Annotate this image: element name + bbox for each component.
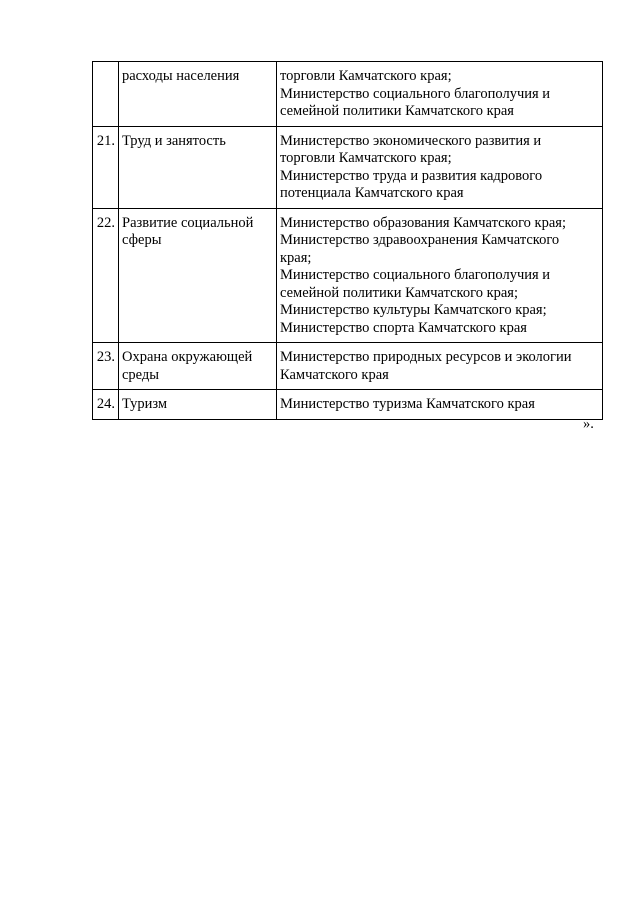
responsible-line: торговли Камчатского края; — [280, 68, 452, 84]
responsible-cell — [277, 62, 603, 127]
responsible-line: Министерство спорта Камчатского края — [280, 319, 527, 336]
table-row — [93, 343, 603, 390]
closing-quote-mark: ». — [583, 416, 594, 432]
responsible-line: Министерство культуры Камчатского края; — [280, 302, 547, 318]
responsible-line: Министерство социального благополучия и — [280, 85, 551, 102]
responsible-line: Министерство туризма Камчатского края — [280, 396, 535, 412]
sphere-name-line: расходы населения — [122, 68, 240, 84]
table-row — [93, 208, 603, 343]
responsible-line: Министерство природных ресурсов и экологии — [280, 349, 572, 365]
responsible-line: Камчатского края — [280, 366, 389, 383]
responsible-cell — [277, 343, 603, 390]
responsible-line: Министерство экономического развития и — [280, 132, 542, 149]
sphere-name-line: Охрана окружающей — [122, 349, 253, 365]
sphere-name-line: сферы — [122, 232, 162, 248]
sphere-name-cell — [119, 343, 277, 390]
responsible-line: потенциала Камчатского края — [280, 185, 464, 201]
sphere-name-line: среды — [122, 366, 160, 383]
table-body — [93, 62, 603, 420]
responsible-cell — [277, 126, 603, 208]
responsible-line: семейной политики Камчатского края; — [280, 284, 518, 301]
responsible-line: края; — [280, 249, 312, 266]
sphere-name-cell — [119, 208, 277, 343]
responsible-cell — [277, 390, 603, 420]
responsible-line: Министерство социального благополучия и — [280, 267, 551, 283]
table-row — [93, 390, 603, 420]
sphere-name-cell — [119, 62, 277, 127]
sphere-name-line: Труд и занятость — [122, 132, 226, 149]
responsibility-table — [92, 61, 603, 420]
sphere-name-line: Туризм — [122, 396, 168, 412]
responsible-line: Министерство образования Камчатского края; — [280, 214, 566, 231]
row-number: 24. — [93, 390, 119, 420]
sphere-name-cell — [119, 126, 277, 208]
responsible-line: торговли Камчатского края; — [280, 150, 452, 166]
table-row — [93, 126, 603, 208]
row-number: 21. — [93, 126, 119, 208]
responsible-line: Министерство здравоохранения Камчатского — [280, 232, 560, 248]
sphere-name-line: Развитие социальной — [122, 214, 254, 231]
sphere-name-cell — [119, 390, 277, 420]
table-row — [93, 62, 603, 127]
responsible-line: Министерство труда и развития кадрового — [280, 167, 543, 184]
row-number: 23. — [93, 343, 119, 390]
responsible-line: семейной политики Камчатского края — [280, 103, 514, 119]
row-number — [93, 62, 119, 127]
responsible-cell — [277, 208, 603, 343]
row-number: 22. — [93, 208, 119, 343]
